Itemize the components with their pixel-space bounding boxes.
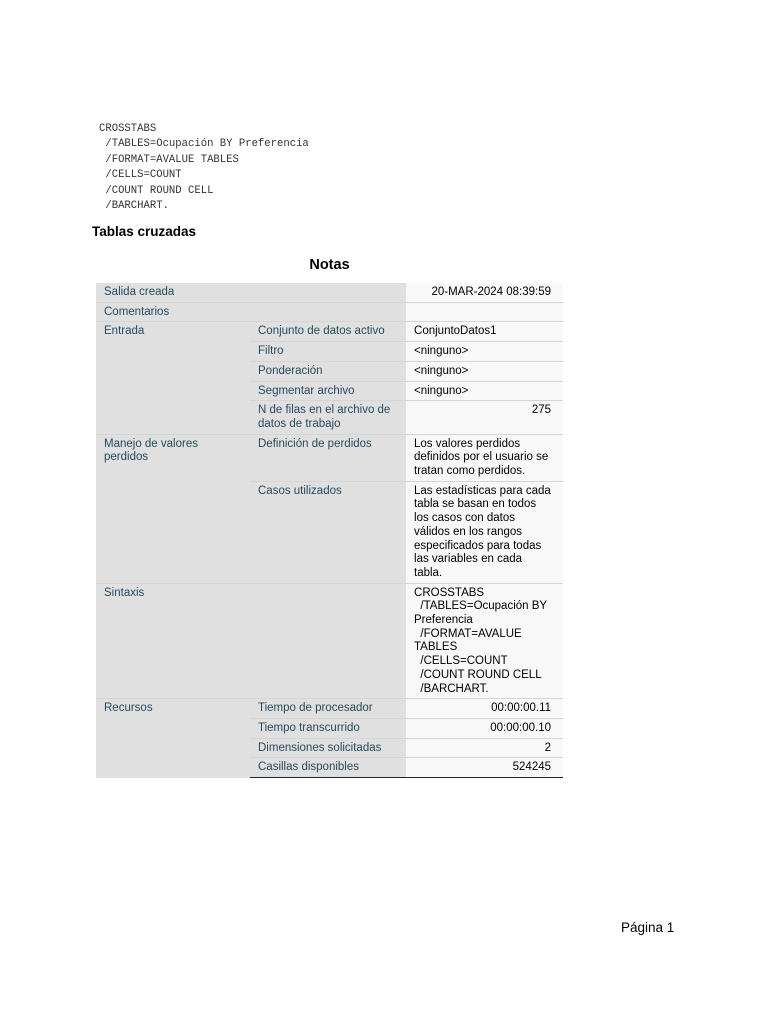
row-label-filtro: Filtro	[250, 342, 406, 362]
syntax-code-block	[99, 122, 309, 214]
row-label-conjunto: Conjunto de datos activo	[250, 322, 406, 342]
group-label-entrada: Entrada	[96, 322, 250, 434]
notes-table	[96, 283, 563, 778]
row-label-definicion: Definición de perdidos	[250, 434, 406, 481]
value-segmentar: <ninguno>	[406, 381, 563, 401]
group-label-manejo: Manejo de valores perdidos	[96, 434, 250, 583]
table-row	[96, 302, 563, 322]
value-transcurrido: 00:00:00.10	[406, 718, 563, 738]
value-casillas: 524245	[406, 758, 563, 778]
syntax-line: /TABLES=Ocupación BY Preferencia	[99, 138, 309, 151]
syntax-line: /COUNT ROUND CELL	[99, 184, 214, 197]
row-label-transcurrido: Tiempo transcurrido	[250, 718, 406, 738]
group-label-recursos: Recursos	[96, 699, 250, 778]
value-procesador: 00:00:00.11	[406, 699, 563, 719]
table-row	[96, 583, 563, 699]
table-row	[96, 283, 563, 302]
row-label-comentarios: Comentarios	[96, 302, 406, 322]
row-label-ponderacion: Ponderación	[250, 361, 406, 381]
table-row	[96, 322, 563, 342]
value-casos: Las estadísticas para cada tabla se basan en todos los casos con datos válidos en los rangos especificados para todas las variables en cada tabla.	[406, 481, 563, 583]
row-label-dimensiones: Dimensiones solicitadas	[250, 738, 406, 758]
value-ponderacion: <ninguno>	[406, 361, 563, 381]
table-row	[96, 699, 563, 719]
table-row	[96, 434, 563, 481]
value-conjunto: ConjuntoDatos1	[406, 322, 563, 342]
row-label-n-filas: N de filas en el archivo de datos de trabajo	[250, 401, 406, 434]
row-label-casos: Casos utilizados	[250, 481, 406, 583]
value-comentarios	[406, 302, 563, 322]
table-title: Notas	[309, 257, 350, 273]
section-heading: Tablas cruzadas	[92, 224, 197, 239]
syntax-line: /FORMAT=AVALUE TABLES	[99, 153, 239, 166]
row-label-segmentar: Segmentar archivo	[250, 381, 406, 401]
value-salida-creada: 20-MAR-2024 08:39:59	[406, 283, 563, 302]
value-definicion: Los valores perdidos definidos por el usuario se tratan como perdidos.	[406, 434, 563, 481]
syntax-line: CROSSTABS	[99, 123, 157, 135]
row-label-sintaxis: Sintaxis	[96, 583, 406, 699]
syntax-line: /CELLS=COUNT	[99, 169, 182, 182]
row-label-casillas: Casillas disponibles	[250, 758, 406, 778]
value-n-filas: 275	[406, 401, 563, 434]
row-label-procesador: Tiempo de procesador	[250, 699, 406, 719]
value-sintaxis: CROSSTABS /TABLES=Ocupación BY Preferencia /FORMAT=AVALUE TABLES /CELLS=COUNT /COUNT ROUND CELL /BARCHART.	[406, 583, 563, 699]
value-filtro: <ninguno>	[406, 342, 563, 362]
value-dimensiones: 2	[406, 738, 563, 758]
page-number: Página 1	[621, 920, 675, 935]
row-label-salida-creada: Salida creada	[96, 283, 406, 302]
syntax-line: /BARCHART.	[99, 200, 169, 213]
